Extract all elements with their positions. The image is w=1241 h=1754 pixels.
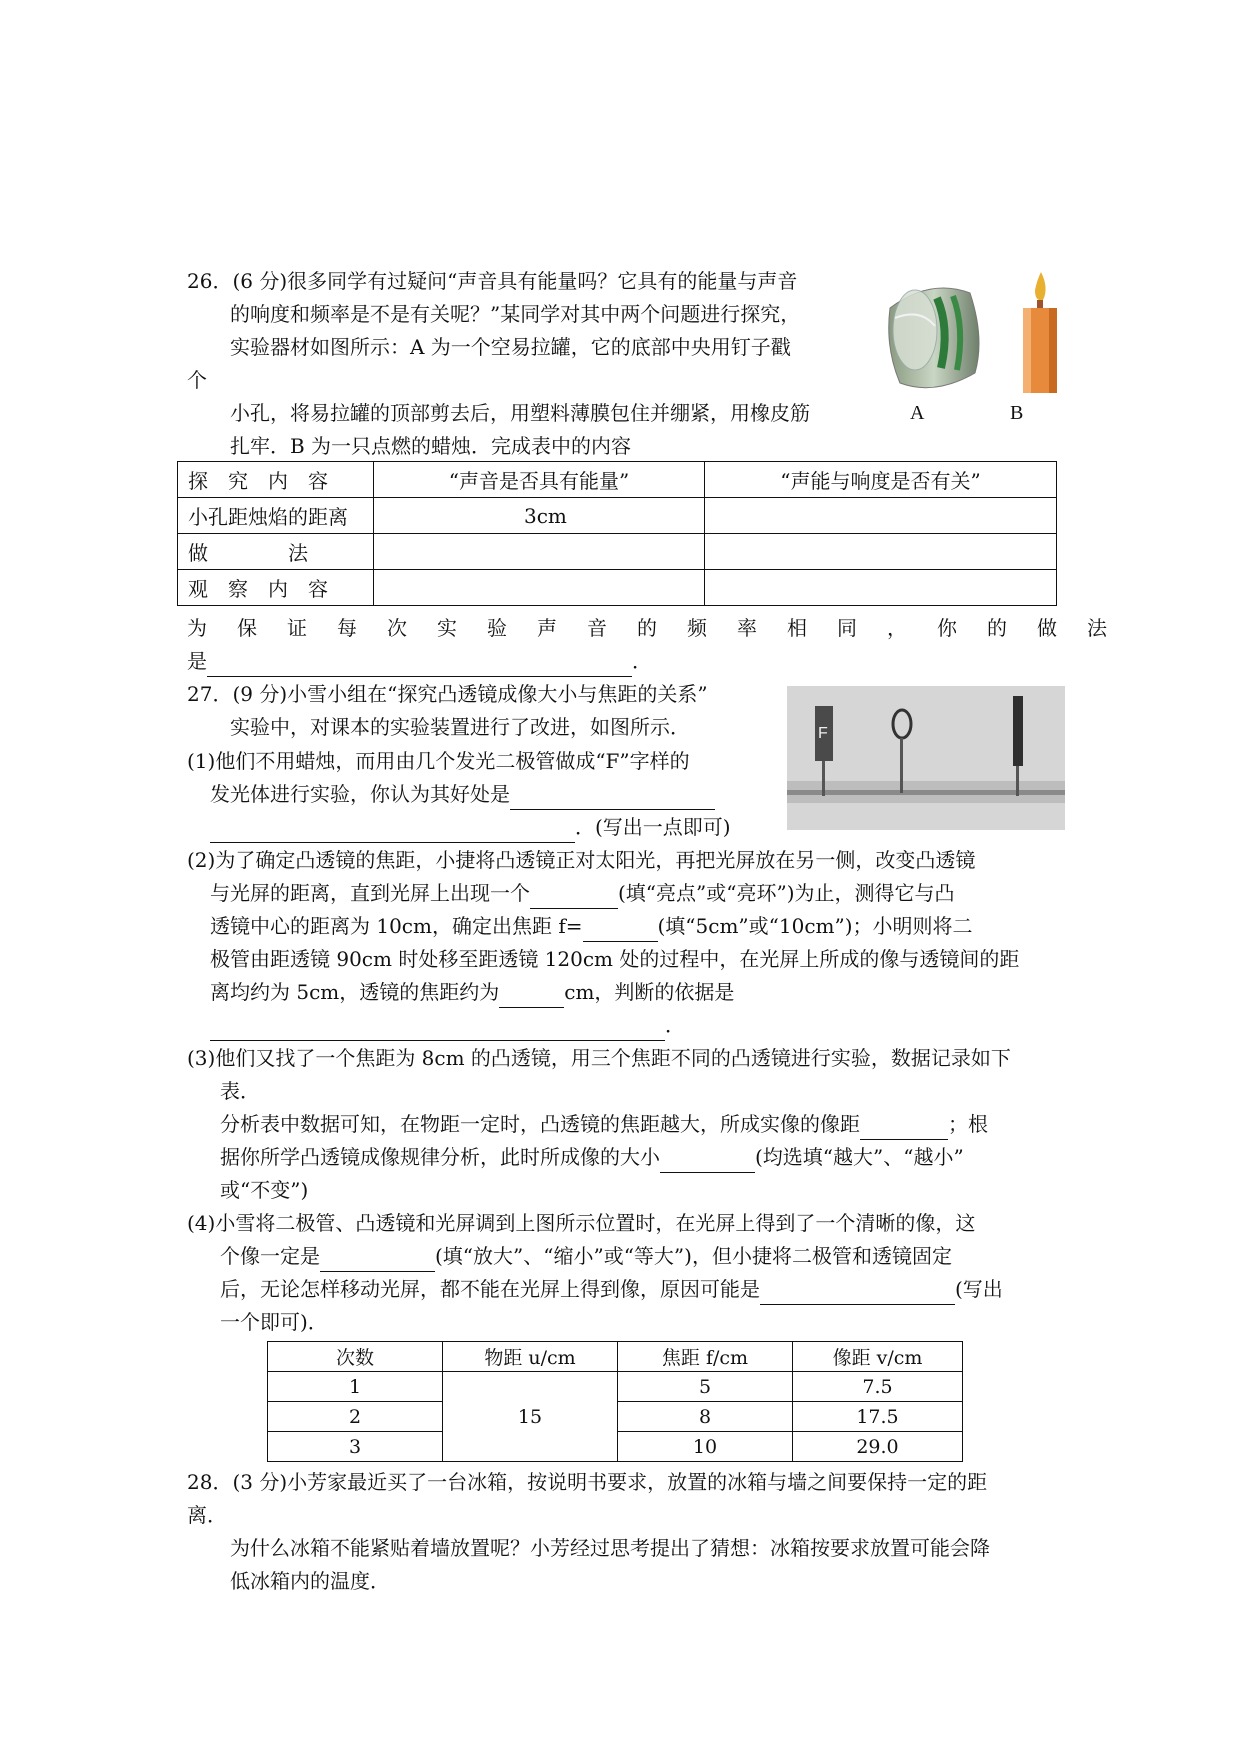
answer-cell[interactable] (374, 570, 705, 606)
answer-blank[interactable] (860, 1117, 948, 1140)
q26-table (177, 461, 1057, 606)
answer-blank[interactable] (760, 1282, 955, 1305)
q27-p1-line-2 (210, 778, 715, 810)
q27-p3-line-1: (3)他们又找了一个焦距为 8cm 的凸透镜，用三个焦距不同的凸透镜进行实验，数据记录如下 (187, 1046, 1011, 1070)
column-header: 像距 v/cm (793, 1342, 963, 1372)
table-cell: 17.5 (793, 1402, 963, 1432)
q27-p3-line-4 (220, 1141, 964, 1173)
q27-p4-text: (填“放大”、“缩小”或“等大”)，但小捷将二极管和透镜固定 (435, 1244, 952, 1268)
answer-cell[interactable] (374, 534, 705, 570)
q27-p2-line-6 (210, 1009, 685, 1041)
q27-p1-hint: ．(写出一点即可) (575, 815, 731, 839)
table-cell: “声能与响度是否有关” (705, 462, 1057, 498)
q27-p4-line-2 (220, 1240, 952, 1272)
figure-label-b: B (1010, 402, 1024, 424)
answer-blank[interactable] (660, 1150, 755, 1173)
q27-p4-text: 后，无论怎样移动光屏，都不能在光屏上得到像，原因可能是 (220, 1277, 760, 1301)
column-header: 次数 (268, 1342, 443, 1372)
table-row (178, 462, 1057, 498)
q26-tail-line-2 (187, 645, 652, 677)
table-cell: 观 察 内 容 (178, 570, 374, 606)
q27-p3-line-2: 表． (220, 1079, 260, 1103)
table-row (178, 570, 1057, 606)
answer-cell[interactable] (705, 498, 1057, 534)
q27-p3-text: 分析表中数据可知，在物距一定时，凸透镜的焦距越大，所成实像的像距 (220, 1112, 860, 1136)
q26-line-1: 26．(6 分)很多同学有过疑问“声音具有能量吗？它具有的能量与声音 (187, 269, 798, 293)
table-cell: 做 法 (178, 534, 374, 570)
q27-p2-line-1: (2)为了确定凸透镜的焦距，小捷将凸透镜正对太阳光，再把光屏放在另一侧，改变凸透镜 (187, 848, 976, 872)
q26-tail-prefix: 是 (187, 649, 207, 673)
q28-line-2: 离． (187, 1503, 227, 1527)
q27-p1-text: 发光体进行实验，你认为其好处是 (210, 782, 510, 806)
q27-p4-line-1: (4)小雪将二极管、凸透镜和光屏调到上图所示位置时，在光屏上得到了一个清晰的像，这 (187, 1211, 976, 1235)
q27-p2-line-4: 极管由距透镜 90cm 时处移至距透镜 120cm 处的过程中，在光屏上所成的像与透镜间的距 (210, 947, 1020, 971)
table-cell: 小孔距烛焰的距离 (178, 498, 374, 534)
table-cell: 2 (268, 1402, 443, 1432)
q27-p2-line-3 (210, 910, 973, 942)
candle-figure (1015, 270, 1065, 395)
q27-p2-text: (填“亮点”或“亮环”)为止，测得它与凸 (618, 881, 955, 905)
answer-cell[interactable] (705, 534, 1057, 570)
q27-p3-line-3 (220, 1108, 988, 1140)
can-figure (875, 268, 990, 398)
q27-p2-text: 离均约为 5cm，透镜的焦距约为 (210, 980, 500, 1004)
q27-p3-text: 据你所学凸透镜成像规律分析，此时所成像的大小 (220, 1145, 660, 1169)
answer-blank[interactable] (210, 1018, 665, 1041)
answer-blank[interactable] (530, 886, 618, 909)
q27-p2-line-2 (210, 877, 955, 909)
answer-blank[interactable] (210, 820, 575, 843)
table-cell: 7.5 (793, 1372, 963, 1402)
q27-p2-text: cm，判断的依据是 (564, 980, 735, 1004)
q26-tail-period: ． (632, 649, 652, 673)
q27-p4-line-4: 一个即可)． (220, 1310, 328, 1334)
answer-blank[interactable] (320, 1249, 435, 1272)
answer-blank[interactable] (499, 985, 564, 1008)
q27-p2-text: 与光屏的距离，直到光屏上出现一个 (210, 881, 530, 905)
q28-line-4: 低冰箱内的温度． (230, 1569, 390, 1593)
table-row (178, 498, 1057, 534)
f-letter: F (818, 725, 828, 742)
figure-label-a: A (910, 402, 925, 424)
q27-p1-line-3 (210, 811, 731, 843)
q27-p2-line-5 (210, 976, 734, 1008)
q28-line-1: 28．(3 分)小芳家最近买了一台冰箱，按说明书要求，放置的冰箱与墙之间要保持一定的距 (187, 1470, 988, 1494)
table-cell: 5 (618, 1372, 793, 1402)
q27-p2-text: 透镜中心的距离为 10cm，确定出焦距 f= (210, 914, 583, 938)
q26-line-4: 个 (187, 368, 207, 392)
q27-p3-text: (均选填“越大”、“越小” (755, 1145, 964, 1169)
table-cell: “声音是否具有能量” (374, 462, 705, 498)
answer-cell[interactable] (705, 570, 1057, 606)
q28-line-3: 为什么冰箱不能紧贴着墙放置呢？小芳经过思考提出了猜想：冰箱按要求放置可能会降 (230, 1536, 990, 1560)
q27-p3-line-5: 或“不变”) (220, 1178, 309, 1202)
table-cell: 15 (443, 1372, 618, 1462)
q26-line-6: 扎牢．B 为一只点燃的蜡烛．完成表中的内容 (230, 434, 632, 458)
q27-p2-period: ． (665, 1013, 685, 1037)
q27-p4-text: (写出 (955, 1277, 1003, 1301)
q27-line-2: 实验中，对课本的实验装置进行了改进，如图所示． (230, 715, 690, 739)
table-row (268, 1372, 963, 1402)
q27-data-table (267, 1341, 963, 1462)
optical-bench-figure (787, 686, 1065, 830)
q27-line-1: 27．(9 分)小雪小组在“探究凸透镜成像大小与焦距的关系” (187, 682, 708, 706)
table-cell: 1 (268, 1372, 443, 1402)
q27-p1-line-1: (1)他们不用蜡烛，而用由几个发光二极管做成“F”字样的 (187, 749, 690, 773)
table-row (178, 534, 1057, 570)
table-cell: 3cm (374, 498, 705, 534)
q27-p4-text: 个像一定是 (220, 1244, 320, 1268)
answer-blank[interactable] (510, 787, 715, 810)
answer-blank[interactable] (207, 654, 632, 677)
column-header: 物距 u/cm (443, 1342, 618, 1372)
q26-line-5: 小孔，将易拉罐的顶部剪去后，用塑料薄膜包住并绷紧，用橡皮筋 (230, 401, 810, 425)
table-cell: 8 (618, 1402, 793, 1432)
column-header: 焦距 f/cm (618, 1342, 793, 1372)
q26-line-2: 的响度和频率是不是有关呢？”某同学对其中两个问题进行探究， (230, 302, 801, 326)
q27-p2-text: (填“5cm”或“10cm”)；小明则将二 (657, 914, 973, 938)
answer-blank[interactable] (583, 919, 658, 942)
table-cell: 探 究 内 容 (178, 462, 374, 498)
q26-tail-line: 为保证每次实验声音的频率相同，你的做法 (187, 616, 1137, 640)
q27-p4-line-3 (220, 1273, 1003, 1305)
q26-line-3: 实验器材如图所示：A 为一个空易拉罐，它的底部中央用钉子戳 (230, 335, 791, 359)
q27-p3-text: ；根 (948, 1112, 988, 1136)
table-cell: 29.0 (793, 1432, 963, 1462)
table-header-row (268, 1342, 963, 1372)
table-cell: 3 (268, 1432, 443, 1462)
table-cell: 10 (618, 1432, 793, 1462)
